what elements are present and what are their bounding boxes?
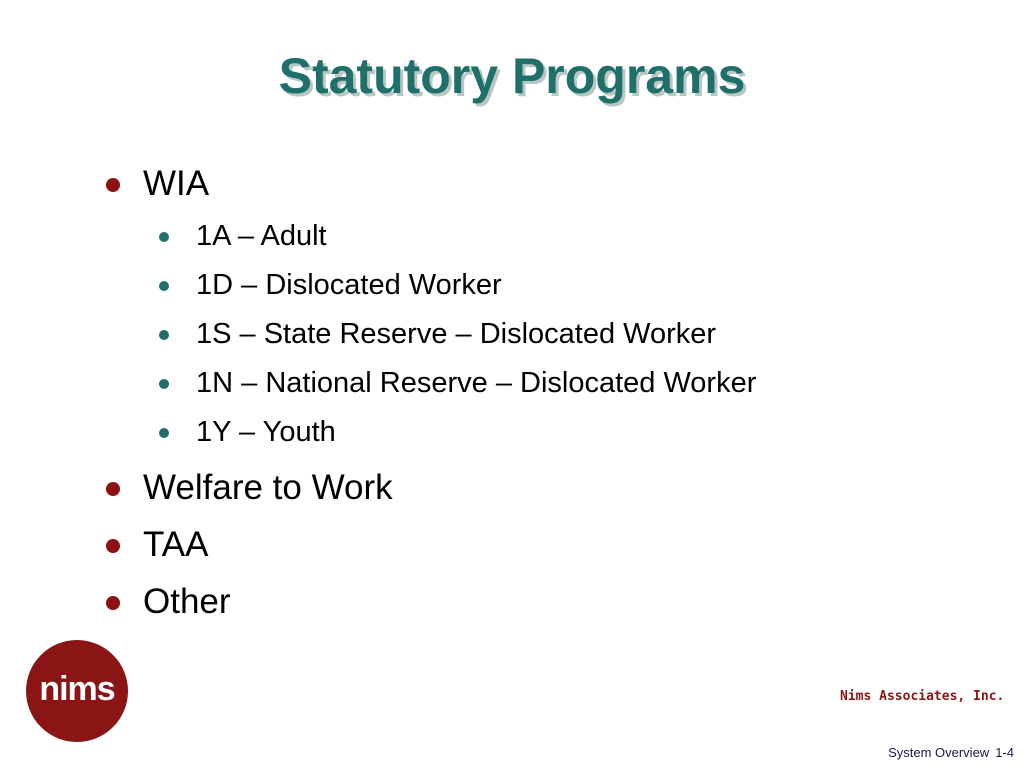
sub-bullet-dot-icon: [159, 330, 169, 340]
bullet-text: Welfare to Work: [143, 468, 393, 507]
bullet-text: WIA: [143, 164, 210, 203]
sub-bullet-item: [0, 412, 1024, 452]
sub-bullet-dot-icon: [159, 232, 169, 242]
company-name: Nims Associates, Inc.: [840, 689, 1005, 704]
sub-bullet-dot-icon: [159, 379, 169, 389]
footer-section: System Overview: [888, 745, 990, 760]
bullet-item: [0, 521, 1024, 569]
sub-bullet-item: [0, 314, 1024, 354]
bullet-text: TAA: [143, 525, 209, 564]
sub-bullet-item: [0, 363, 1024, 403]
sub-bullet-item: [0, 265, 1024, 305]
sub-bullet-dot-icon: [159, 428, 169, 438]
bullet-dot-icon: [106, 482, 120, 496]
bullet-item: [0, 160, 1024, 208]
slide-footer: [882, 744, 1014, 762]
sub-bullet-dot-icon: [159, 281, 169, 291]
bullet-dot-icon: [106, 596, 120, 610]
logo-text: nims: [39, 670, 115, 708]
page-number: 1-4: [995, 745, 1014, 760]
bullet-dot-icon: [106, 178, 120, 192]
bullet-item: [0, 578, 1024, 626]
sub-bullet-text: 1S – State Reserve – Dislocated Worker: [196, 318, 717, 350]
bullet-item: [0, 464, 1024, 512]
sub-bullet-text: 1Y – Youth: [196, 416, 336, 448]
sub-bullet-text: 1A – Adult: [196, 220, 327, 252]
bullet-dot-icon: [106, 539, 120, 553]
sub-bullet-text: 1D – Dislocated Worker: [196, 269, 502, 301]
nims-logo: [26, 640, 128, 742]
slide-title: Statutory Programs: [278, 48, 746, 104]
bullet-text: Other: [143, 582, 231, 621]
sub-bullet-item: [0, 216, 1024, 256]
sub-bullet-text: 1N – National Reserve – Dislocated Worker: [196, 367, 757, 399]
